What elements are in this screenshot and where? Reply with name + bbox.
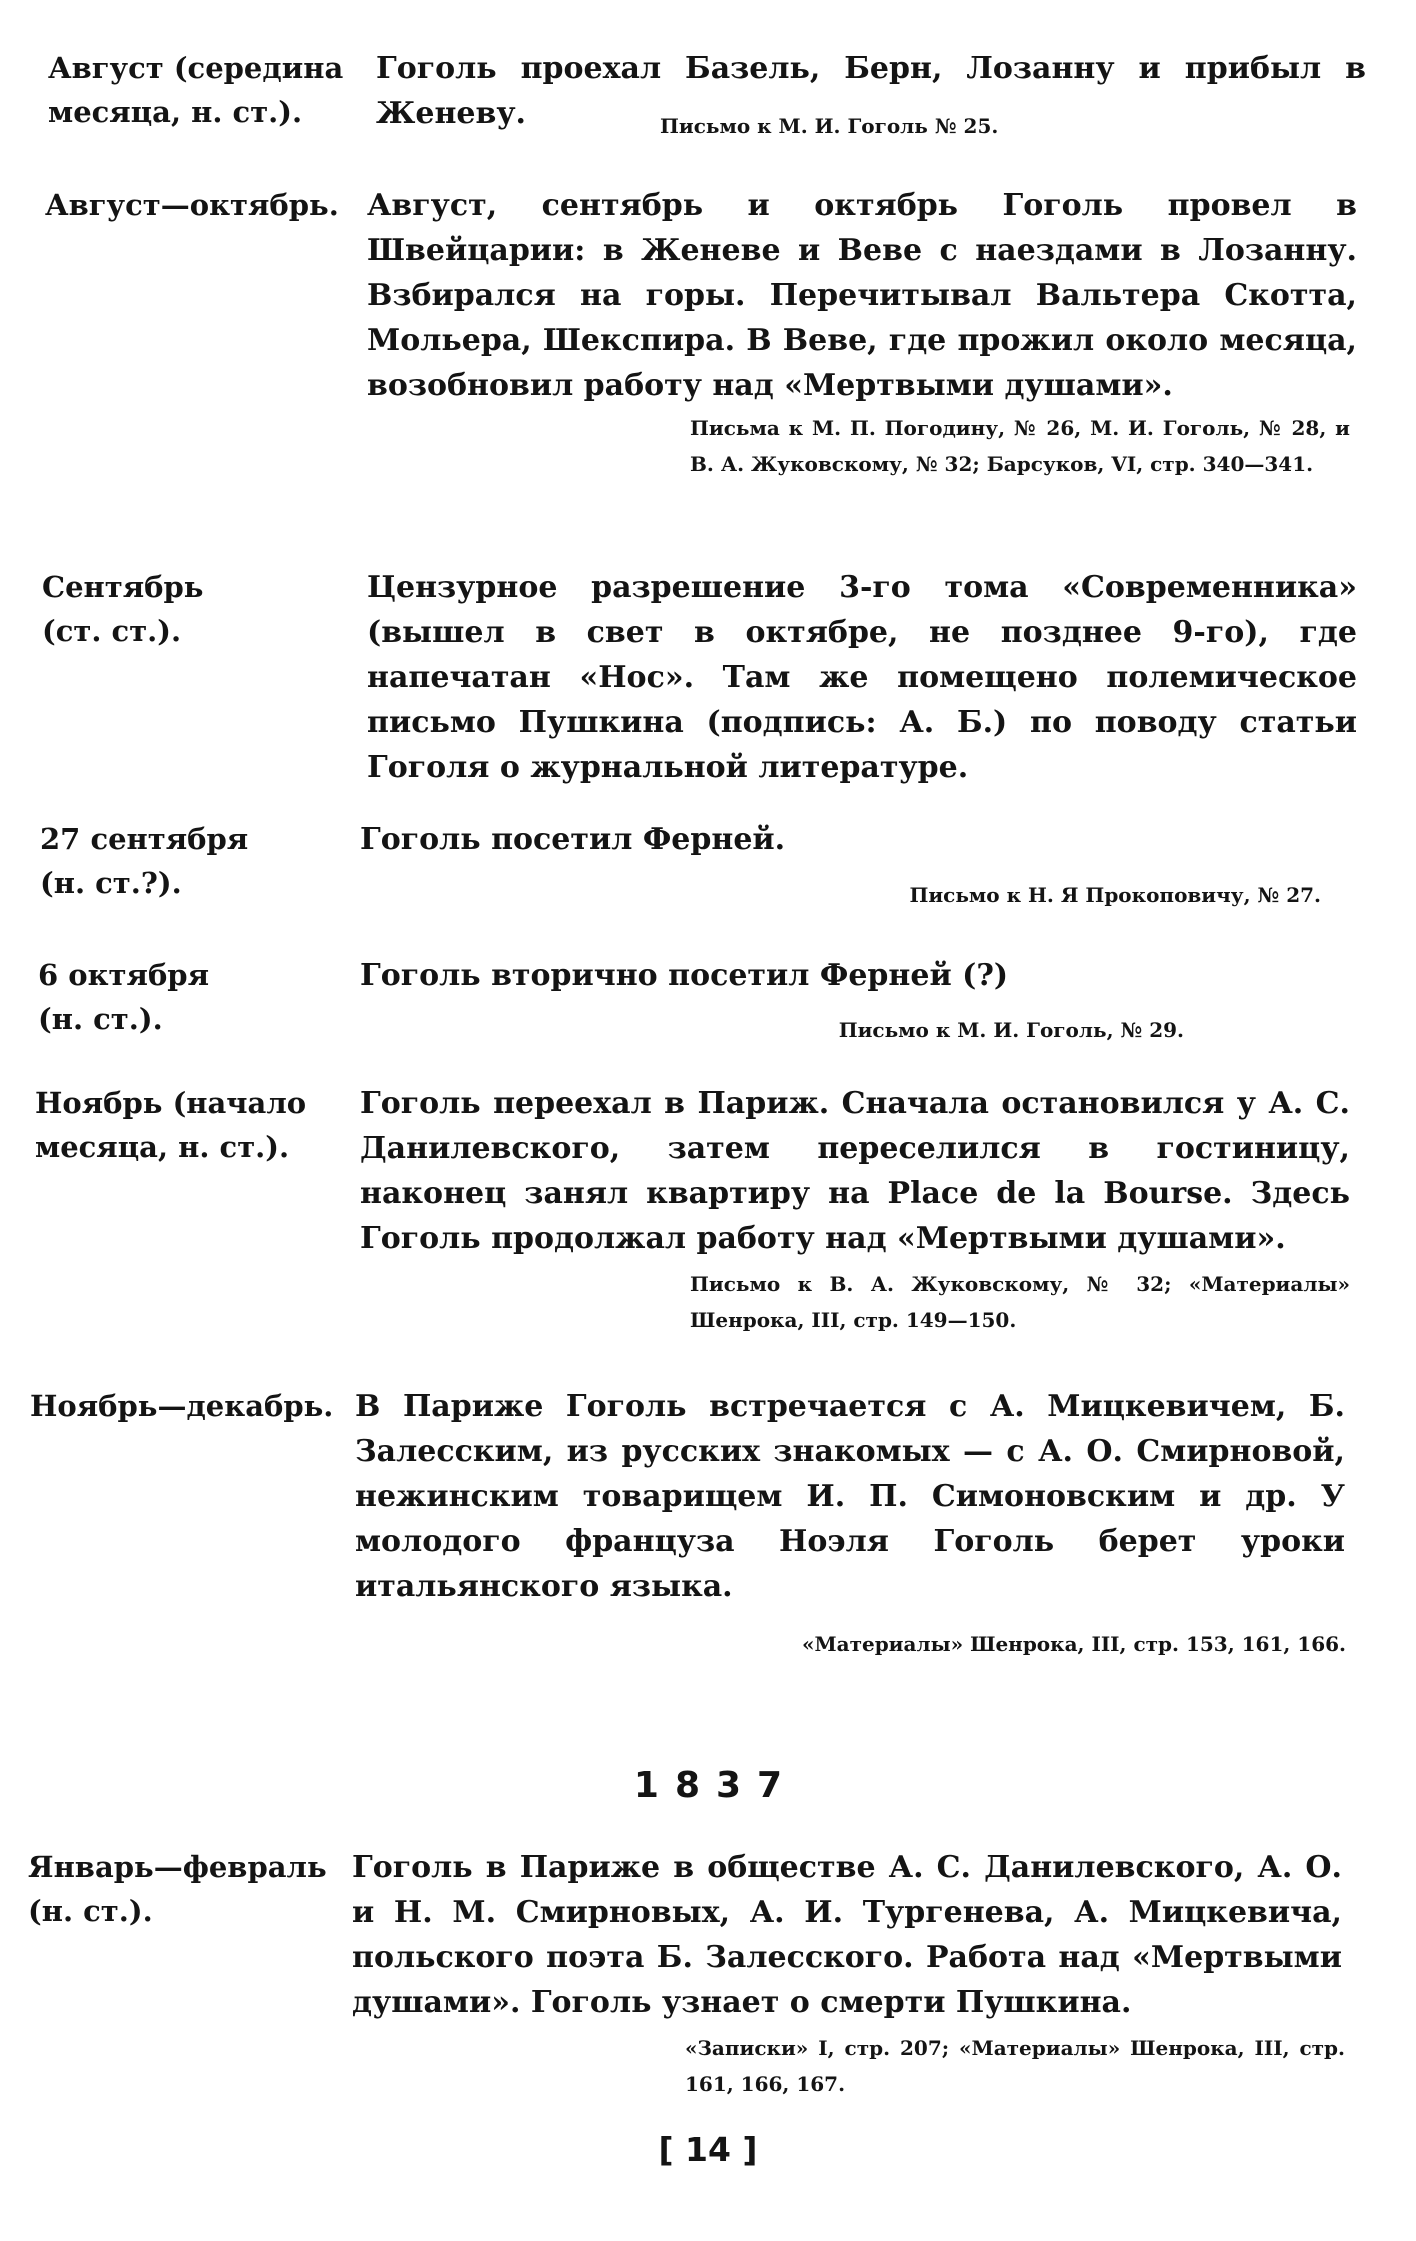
entry-text: Гоголь вторично посетил Ферней (?) — [360, 958, 1009, 993]
entry-date: 27 сентября (н. ст.?). — [40, 822, 249, 900]
entry-source: Письмо к Н. Я Прокоповичу, № 27. — [909, 883, 1321, 907]
entry-date: Январь—февраль (н. ст.). — [28, 1850, 327, 1928]
entry-source: «Материалы» Шенрока, III, стр. 153, 161, 166. — [801, 1632, 1346, 1656]
entry-date: Август—октябрь. — [45, 188, 339, 222]
entry-date: Ноябрь—декабрь. — [30, 1389, 334, 1423]
entry-source: Письма к М. П. Погодину, № 26, М. И. Гоголь, № 28, и В. А. Жуковскому, № 32; Барсуков, VI, стр. 340—341. — [690, 416, 1350, 476]
entry-text: Гоголь переехал в Париж. Сначала остановился у А. С. Данилевского, затем переселился в гостиницу, наконец занял квартиру на Place de la Bourse. Здесь Гоголь продолжал работу над «Мертвыми душами». — [360, 1086, 1350, 1256]
year-heading: 1837 — [633, 1765, 799, 1806]
page-number: [ 14 ] — [658, 2130, 758, 2169]
entry-text: Август, сентябрь и октябрь Гоголь провел в Швейцарии: в Женеве и Веве с наездами в Лозанну. Взбирался на горы. Перечитывал Вальтера Скотта, Мольера, Шекспира. В Веве, где прожил около месяца, возобновил работу над «Мертвыми душами». — [367, 188, 1357, 403]
entry-source: Письмо к М. И. Гоголь, № 29. — [838, 1018, 1184, 1042]
entry-source: Письмо к В. А. Жуковскому, № 32; «Материалы» Шенрока, III, стр. 149—150. — [690, 1272, 1350, 1332]
entry-text: Гоголь проехал Базель, Берн, Лозанну и прибыл в Женеву. — [376, 51, 1366, 131]
entry-text: В Париже Гоголь встречается с А. Мицкевичем, Б. Залесским, из русских знакомых — с А. О. Смирновой, нежинским товарищем И. П. Симоновским и др. У молодого француза Ноэля Гоголь берет уроки итальянского языка. — [355, 1389, 1345, 1604]
entry-source: «Записки» I, стр. 207; «Материалы» Шенрока, III, стр. 161, 166, 167. — [685, 2036, 1345, 2096]
entry-text: Гоголь посетил Ферней. — [360, 822, 786, 857]
entry-text: Цензурное разрешение 3-го тома «Современника» (вышел в свет в октябре, не позднее 9-го), где напечатан «Нос». Там же помещено полемическое письмо Пушкина (подпись: А. Б.) по поводу статьи Гоголя о журнальной литературе. — [367, 570, 1357, 785]
entry-date: 6 октября (н. ст.). — [38, 958, 209, 1036]
entry-date: Ноябрь (начало месяца, н. ст.). — [35, 1086, 307, 1164]
entry-date: Сентябрь (ст. ст.). — [42, 570, 204, 648]
entry-source: Письмо к М. И. Гоголь № 25. — [660, 114, 999, 138]
entry-text: Гоголь в Париже в обществе А. С. Данилевского, А. О. и Н. М. Смирновых, А. И. Тургенева, А. Мицкевича, польского поэта Б. Залесского. Работа над «Мертвыми душами». Гоголь узнает о смерти Пушкина. — [352, 1850, 1342, 2020]
entry-date: Август (середина месяца, н. ст.). — [48, 51, 344, 129]
